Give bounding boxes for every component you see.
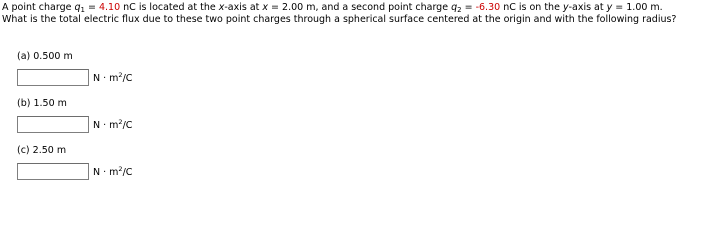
unit-exponent: 2 — [118, 117, 123, 126]
problem-line-2: What is the total electric flux due to these two point charges through a spherical surface centered at the origin and with the following radius? — [2, 14, 677, 25]
unit-tail: /C — [122, 73, 133, 85]
part-a-label: (a) 0.500 m — [17, 51, 73, 62]
unit-base: N · m — [93, 73, 119, 85]
q1-value: 4.10 — [98, 2, 121, 13]
text-segment: A point charge — [2, 2, 75, 13]
q2-subscript: 2 — [457, 6, 462, 14]
unit-base: N · m — [93, 120, 119, 132]
part-a-answer-row — [17, 69, 132, 86]
part-b — [17, 98, 132, 133]
part-c-answer-row — [17, 163, 132, 180]
x-symbol: x — [262, 2, 269, 13]
part-c-unit — [93, 165, 132, 178]
part-a-answer-input[interactable] — [17, 69, 89, 86]
unit-base: N · m — [93, 167, 119, 179]
text-segment: nC is located at the — [120, 2, 219, 13]
part-c — [17, 145, 132, 180]
problem-statement — [2, 2, 702, 25]
text-segment: = — [84, 2, 99, 13]
x-axis-symbol: x — [218, 2, 225, 13]
part-b-answer-input[interactable] — [17, 116, 89, 133]
q1-subscript: 1 — [80, 6, 85, 14]
y-symbol: y — [606, 2, 613, 13]
y-axis-symbol: y — [562, 2, 569, 13]
part-c-label: (c) 2.50 m — [17, 145, 67, 156]
text-segment: nC is on the — [500, 2, 563, 13]
unit-tail: /C — [122, 167, 133, 179]
part-b-answer-row — [17, 116, 132, 133]
q2-value: -6.30 — [475, 2, 501, 13]
part-a — [17, 51, 132, 86]
problem-line-1 — [2, 2, 702, 14]
part-b-label: (b) 1.50 m — [17, 98, 67, 109]
text-segment: -axis at — [224, 2, 263, 13]
part-b-unit — [93, 118, 132, 131]
text-segment: = 2.00 m, and a second point charge — [268, 2, 452, 13]
unit-exponent: 2 — [118, 70, 123, 79]
q1-symbol: q — [74, 2, 81, 13]
text-segment: = 1.00 m. — [612, 2, 663, 13]
part-c-answer-input[interactable] — [17, 163, 89, 180]
part-a-unit — [93, 71, 132, 84]
text-segment: -axis at — [568, 2, 607, 13]
unit-tail: /C — [122, 120, 133, 132]
unit-exponent: 2 — [118, 164, 123, 173]
text-segment: = — [461, 2, 476, 13]
q2-symbol: q — [451, 2, 458, 13]
